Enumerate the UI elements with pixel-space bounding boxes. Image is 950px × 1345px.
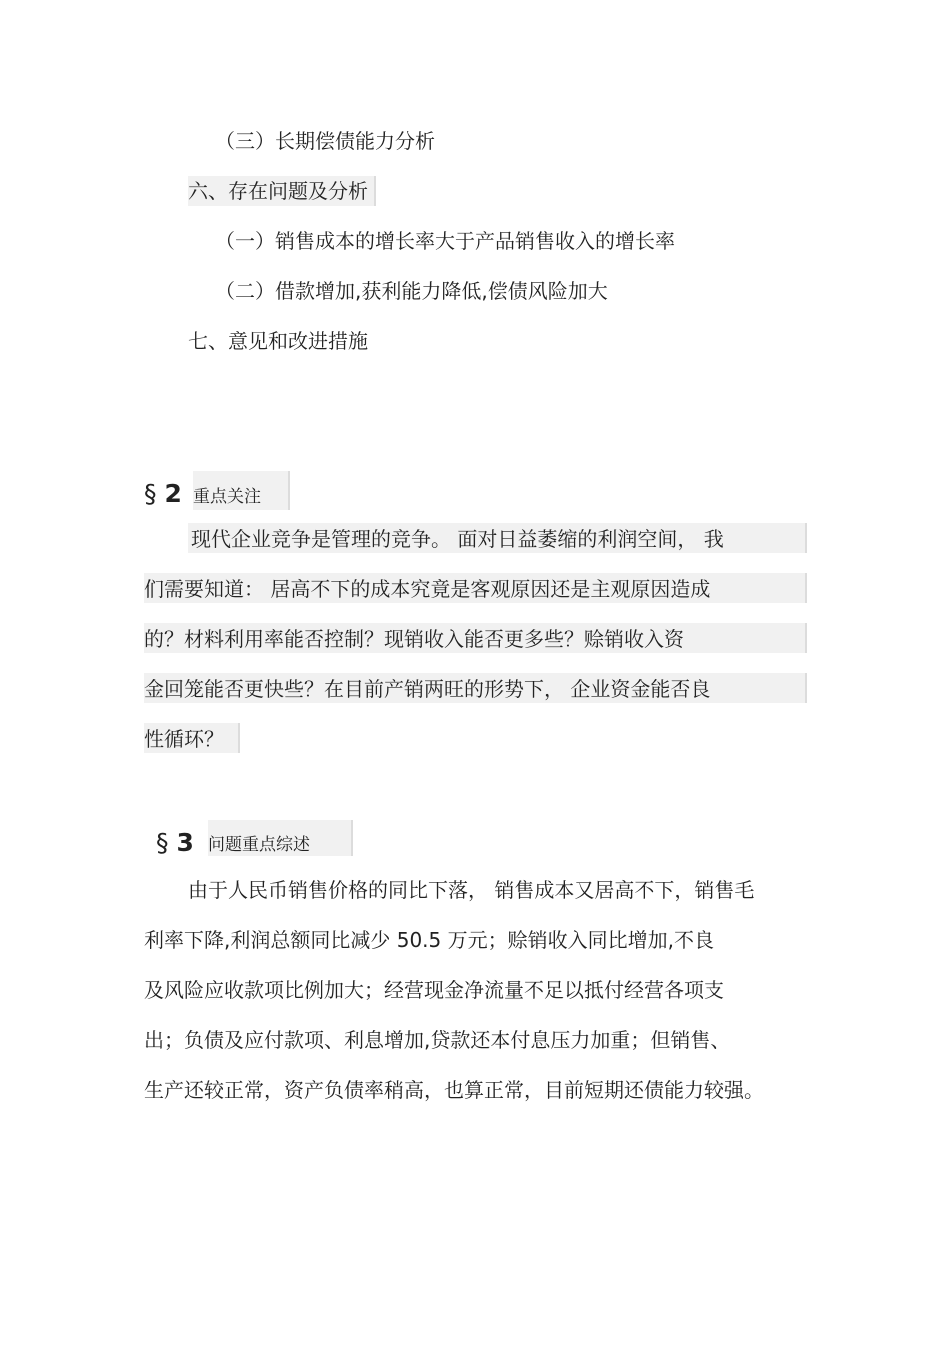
- outline-item-six-2: （二）借款增加,获利能力降低,偿债风险加大: [215, 279, 608, 303]
- paragraph-line: 性循环？: [144, 727, 224, 751]
- outline-item-3: （三）长期偿债能力分析: [215, 129, 435, 153]
- paragraph-line: 现代企业竞争是管理的竞争。 面对日益萎缩的利润空间， 我: [191, 527, 724, 551]
- section-2-title: 重点关注: [193, 471, 290, 510]
- paragraph-line: 利率下降,利润总额同比减少 50.5 万元；赊销收入同比增加,不良: [144, 928, 714, 952]
- outline-item-seven: 七、意见和改进措施: [188, 329, 368, 353]
- section-3-heading: [156, 825, 194, 861]
- section-symbol: §: [156, 828, 169, 857]
- section-number: 3: [176, 828, 194, 857]
- section-number: 2: [164, 479, 182, 508]
- paragraph-line: 们需要知道： 居高不下的成本究竟是客观原因还是主观原因造成: [144, 577, 711, 601]
- paragraph-line: 由于人民币销售价格的同比下落， 销售成本又居高不下，销售毛: [188, 878, 755, 902]
- paragraph-line: 出；负债及应付款项、利息增加,贷款还本付息压力加重；但销售、: [144, 1028, 731, 1052]
- section-symbol: §: [144, 479, 157, 508]
- paragraph-line: 金回笼能否更快些？在目前产销两旺的形势下， 企业资金能否良: [144, 677, 711, 701]
- outline-item-six: 六、存在问题及分析: [188, 176, 376, 206]
- paragraph-line: 的？材料利用率能否控制？现销收入能否更多些？赊销收入资: [144, 627, 684, 651]
- section-3-title: 问题重点综述: [208, 820, 353, 856]
- section-2-heading: [144, 476, 182, 512]
- outline-item-six-1: （一）销售成本的增长率大于产品销售收入的增长率: [215, 229, 675, 253]
- paragraph-line: 及风险应收款项比例加大；经营现金净流量不足以抵付经营各项支: [144, 978, 724, 1002]
- paragraph-line: 生产还较正常，资产负债率稍高，也算正常，目前短期还债能力较强。: [144, 1078, 764, 1102]
